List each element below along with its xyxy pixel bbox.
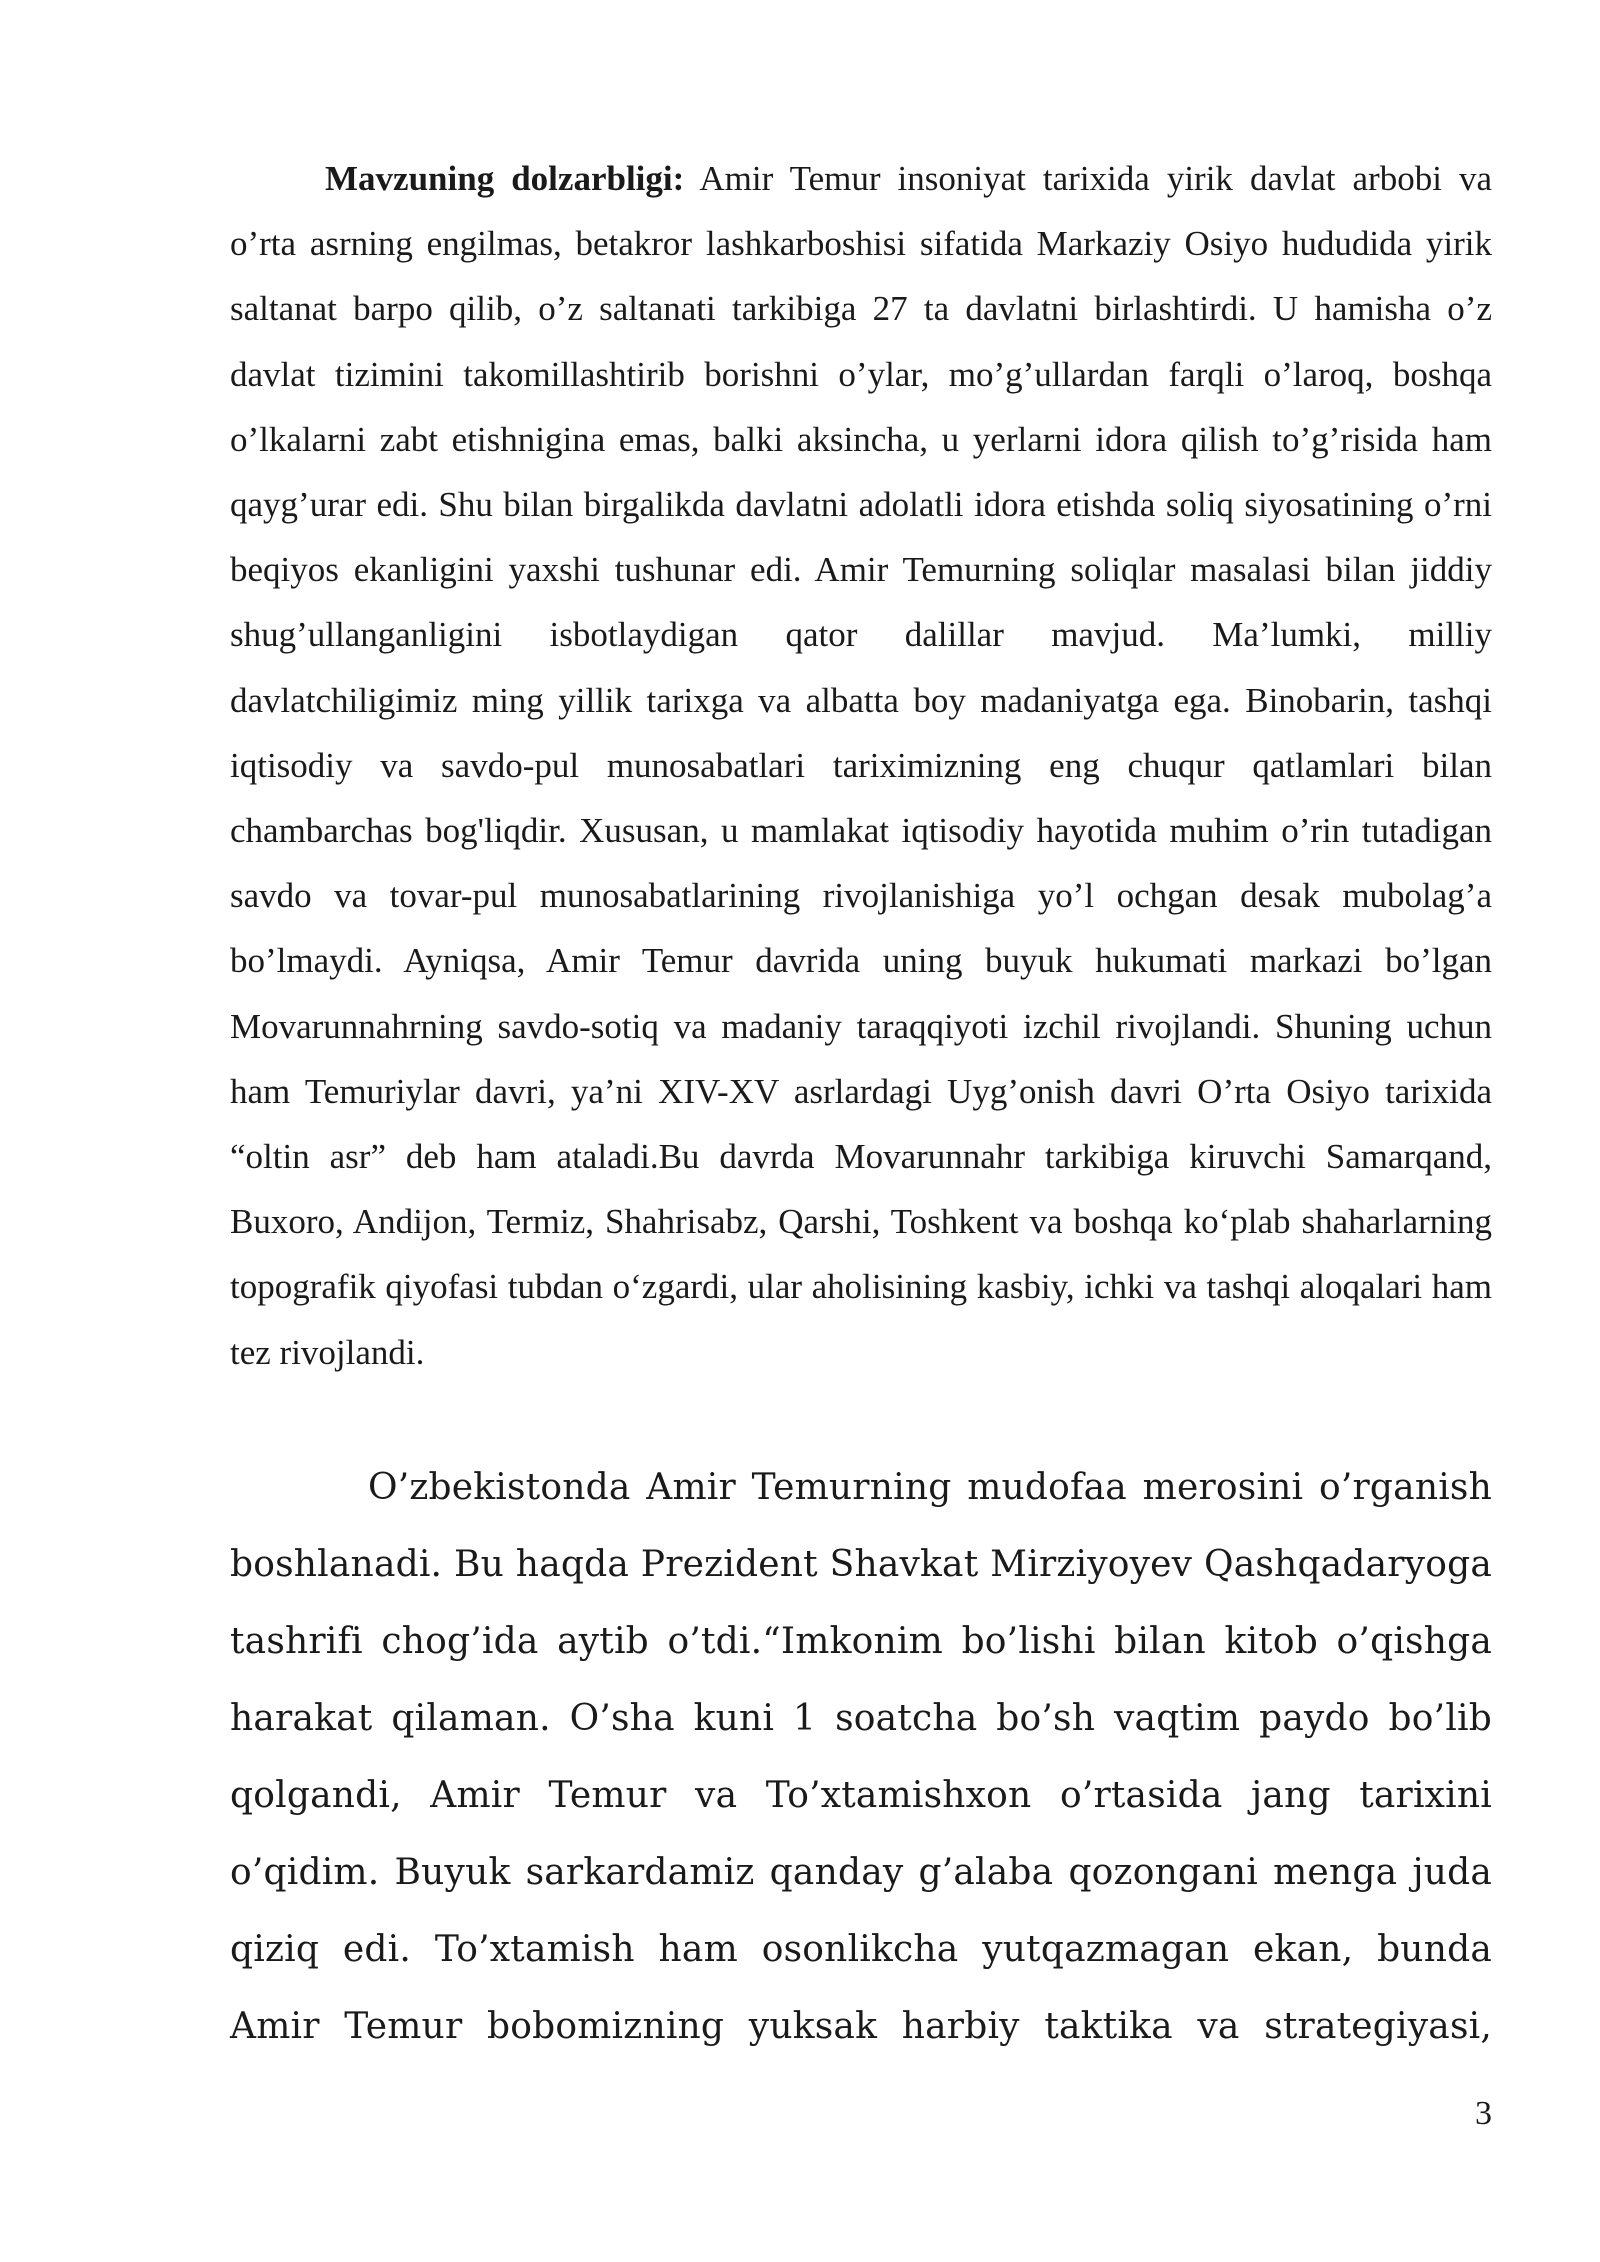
paragraph-body-text: Amir Temur insoniyat tarixida yirik davlat arbobi va o’rta asrning engilmas, betakror lashkarboshisi sifatida Markaziy Osiyo hududida yirik saltanat barpo qilib, o’z saltanati tarkibiga 27 ta davlatni birlashtirdi. U hamisha o’z davlat tizimini takomillashtirib borishni o’ylar, mo’g’ullardan farqli o’laroq, boshqa o’lkalarni zabt etishnigina emas, balki aksincha, u yerlarni idora qilish to’g’risida ham qayg’urar edi. Shu bilan birgalikda davlatni adolatli idora etishda soliq siyosatining o’rni beqiyos ekanligini yaxshi tushunar edi. Amir Temurning soliqlar masalasi bilan jiddiy shug’ullanganligini isbotlaydigan qator dalillar mavjud. Ma’lumki, milliy davlatchiligimiz ming yillik tarixga va albatta boy madaniyatga ega. Binobarin, tashqi iqtisodiy va savdo-pul munosabatlari tariximizning eng chuqur qatlamlari bilan chambarchas bog'liqdir. Xususan, u mamlakat iqtisodiy hayotida muhim o’rin tutadigan savdo va tovar-pul munosabatlarining rivojlanishiga yo’l ochgan desak mubolag’a bo’lmaydi. Ayniqsa, Amir Temur davrida uning buyuk hukumati markazi bo’lgan Movarunnahrning savdo-sotiq va madaniy taraqqiyoti izchil rivojlandi. Shuning uchun ham Temuriylar davri, ya’ni XIV-XV asrlardagi Uyg’onish davri O’rta Osiyo tarixida “oltin asr” deb ham ataladi.Bu davrda Movarunnahr tarkibiga kiruvchi Samarqand, Buxoro, Andijon, Termiz, Shahrisabz, Qarshi, Toshkent va boshqa ko‘plab shaharlarning topografik qiyofasi tubdan o‘zgardi, ular aholisining kasbiy, ichki va tashqi aloqalari ham tez rivojlandi. xyxy=(230,159,1492,1372)
paragraph-body-text: O’zbekistonda Amir Temurning mudofaa merosini o’rganish boshlanadi. Bu haqda Prezident Shavkat Mirziyoyev Qashqadaryoga tashrifi chog’ida aytib o’tdi.“Imkonim bo’lishi bilan kitob o’qishga harakat qilaman. O’sha kuni 1 soatcha bo’sh vaqtim paydo bo’lib qolgandi, Amir Temur va To’xtamishxon o’rtasida jang tarixini o’qidim. Buyuk sarkardamiz qanday g’alaba qozongani menga juda qiziq edi. To’xtamish ham osonlikcha yutqazmagan ekan, bunda Amir Temur bobomizning yuksak harbiy taktika va strategiyasi, xyxy=(230,1467,1492,2047)
paragraph-lead-heading: Mavzuning dolzarbligi: xyxy=(325,159,685,198)
page-number: 3 xyxy=(1475,2095,1492,2132)
paragraph-relevance xyxy=(230,146,1492,1385)
paragraph-defense-heritage xyxy=(230,1449,1492,2065)
